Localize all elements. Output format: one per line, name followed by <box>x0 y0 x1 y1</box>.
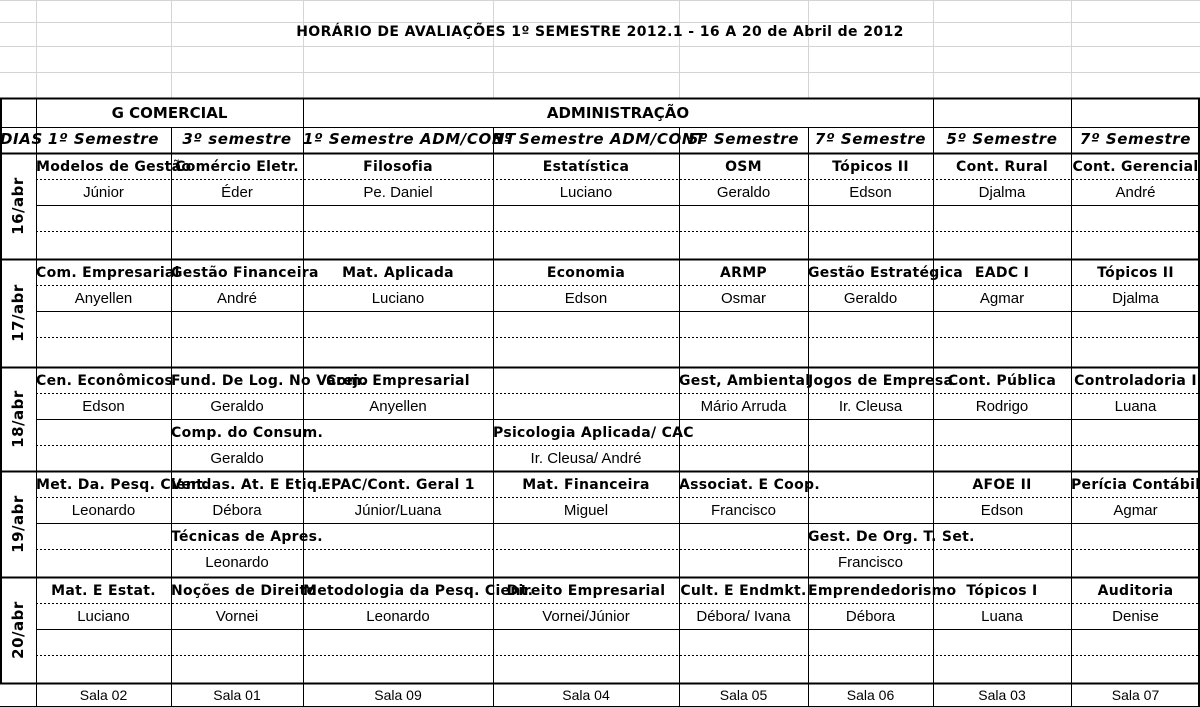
subject-cell: Modelos de Gestão <box>36 159 192 175</box>
teacher-cell: Geraldo <box>210 398 264 415</box>
room-cell: Sala 06 <box>846 687 895 703</box>
semester-header: 3º semestre <box>182 130 292 148</box>
subject-cell: AFOE II <box>972 477 1032 493</box>
subject-cell: Vendas. At. E Etiq. <box>171 477 323 493</box>
subject-cell: Cont. Pública <box>947 373 1057 389</box>
subject-cell: OSM <box>725 159 762 175</box>
teacher-cell: Anyellen <box>74 290 133 307</box>
room-cell: Sala 03 <box>978 687 1026 703</box>
subject-cell: Psicologia Aplicada/ CAC <box>493 425 694 441</box>
subject-cell: Met. Da. Pesq. Cient. <box>36 477 209 493</box>
subject-cell: EADC I <box>974 265 1030 281</box>
subject-cell: ARMP <box>719 265 767 281</box>
teacher-cell: Débora <box>212 502 262 519</box>
subject-cell: EPAC/Cont. Geral 1 <box>321 477 475 493</box>
day-label: 18/abr <box>9 390 27 448</box>
teacher-cell: Débora <box>845 608 896 625</box>
semester-header: 5º Semestre <box>946 130 1058 148</box>
teacher-cell: Vornei <box>215 608 259 625</box>
subject-cell: Filosofia <box>363 159 433 175</box>
teacher-cell: Leonardo <box>366 608 430 625</box>
subject-cell: Mat. E Estat. <box>51 583 156 599</box>
teacher-cell: Luciano <box>77 608 130 625</box>
group-header-administracao: ADMINISTRAÇÃO <box>546 104 690 122</box>
teacher-cell: Júnior/Luana <box>354 502 442 519</box>
teacher-cell: Djalma <box>1112 290 1159 307</box>
teacher-cell: Anyellen <box>369 398 427 415</box>
teacher-cell: Mário Arruda <box>700 398 787 415</box>
day-label: 17/abr <box>9 284 27 342</box>
teacher-cell: Geraldo <box>210 450 264 467</box>
subject-cell: Tópicos I <box>966 583 1038 599</box>
subject-cell: Controladoria I <box>1074 373 1197 389</box>
teacher-cell: Luana <box>1114 398 1157 415</box>
subject-cell: Cen. Econômicos <box>36 373 174 389</box>
subject-cell: Cont. Rural <box>956 159 1048 175</box>
teacher-cell: Geraldo <box>843 290 898 307</box>
subject-cell: Gest. De Org. T. Set. <box>808 529 975 545</box>
semester-header: 3º Semestre ADM/CONT <box>493 130 706 148</box>
subject-cell: Auditoria <box>1097 583 1174 599</box>
subject-cell: Estatística <box>542 159 630 175</box>
teacher-cell: Miguel <box>563 502 609 519</box>
subject-cell: Fund. De Log. No Varejo <box>171 373 369 389</box>
subject-cell: Técnicas de Apres. <box>171 529 323 545</box>
room-cell: Sala 07 <box>1111 687 1160 703</box>
subject-cell: Perícia Contábil <box>1071 477 1200 493</box>
teacher-cell: Rodrigo <box>975 398 1029 415</box>
teacher-cell: Francisco <box>710 502 777 519</box>
subject-cell: Comp. do Consum. <box>171 425 324 441</box>
room-cell: Sala 09 <box>374 687 422 703</box>
teacher-cell: Edson <box>980 502 1024 519</box>
teacher-cell: André <box>216 290 258 307</box>
subject-cell: Tópicos II <box>832 159 909 175</box>
teacher-cell: Agmar <box>1113 502 1158 519</box>
teacher-cell: Edson <box>849 184 892 201</box>
subject-cell: Gest, Ambiental <box>679 373 811 389</box>
semester-header: 5º Semestre <box>687 130 800 148</box>
room-cell: Sala 05 <box>719 687 768 703</box>
teacher-cell: Francisco <box>837 554 904 571</box>
subject-cell: Emprendedorismo <box>808 583 957 599</box>
teacher-cell: Leonardo <box>205 554 269 571</box>
teacher-cell: Débora/ Ivana <box>696 608 791 625</box>
semester-header: 1º Semestre ADM/CONT <box>303 130 516 148</box>
teacher-cell: Edson <box>564 290 608 307</box>
day-label: 20/abr <box>9 601 27 659</box>
teacher-cell: Luciano <box>559 184 613 201</box>
teacher-cell: Leonardo <box>71 502 136 519</box>
room-cell: Sala 02 <box>79 687 128 703</box>
teacher-cell: Geraldo <box>716 184 771 201</box>
subject-cell: Metodologia da Pesq. Cient. <box>303 583 534 599</box>
subject-cell: Noções de Direito <box>171 583 317 599</box>
teacher-cell: Luana <box>981 608 1023 625</box>
room-cell: Sala 01 <box>213 687 261 703</box>
subject-cell: Associat. E Coop. <box>679 477 820 493</box>
subject-cell: Comércio Eletr. <box>175 159 299 175</box>
day-label: 16/abr <box>9 177 27 235</box>
subject-cell: Direito Empresarial <box>506 583 666 599</box>
group-header-gcomercial: G COMERCIAL <box>111 104 228 122</box>
teacher-cell: Éder <box>221 184 253 201</box>
subject-cell: Com. Empresarial <box>326 373 470 389</box>
teacher-cell: Luciano <box>371 290 425 307</box>
room-cell: Sala 04 <box>562 687 610 703</box>
subject-cell: Cult. E Endmkt. <box>680 583 807 599</box>
subject-cell: Mat. Financeira <box>522 477 650 493</box>
subject-cell: Economia <box>546 265 626 281</box>
subject-cell: Mat. Aplicada <box>342 265 454 281</box>
teacher-cell: Ir. Cleusa/ André <box>530 450 642 467</box>
subject-cell: Gestão Estratégica <box>808 265 964 281</box>
teacher-cell: Júnior <box>83 184 124 201</box>
teacher-cell: Denise <box>1112 608 1159 625</box>
teacher-cell: André <box>1115 184 1156 201</box>
semester-header: 7º Semestre <box>1079 130 1192 148</box>
teacher-cell: Pe. Daniel <box>363 184 433 201</box>
teacher-cell: Ir. Cleusa <box>838 398 903 415</box>
subject-cell: Tópicos II <box>1097 265 1174 281</box>
subject-cell: Jogos de Empresa <box>808 373 954 389</box>
subject-cell: Gestão Financeira <box>171 265 319 281</box>
semester-header: 1º Semestre <box>47 130 160 148</box>
teacher-cell: Edson <box>82 398 125 415</box>
subject-cell: Cont. Gerencial <box>1072 159 1199 175</box>
semester-header: 7º Semestre <box>814 130 927 148</box>
teacher-cell: Osmar <box>721 290 766 307</box>
schedule-title: HORÁRIO DE AVALIAÇÕES 1º SEMESTRE 2012.1 - 16 A 20 de Abril de 2012 <box>296 24 904 40</box>
subject-cell: Com. Empresarial <box>36 265 180 281</box>
teacher-cell: Djalma <box>978 184 1026 201</box>
teacher-cell: Vornei/Júnior <box>542 608 630 625</box>
day-label: 19/abr <box>9 495 27 553</box>
dias-header: DIAS <box>0 130 43 148</box>
teacher-cell: Agmar <box>979 290 1025 307</box>
